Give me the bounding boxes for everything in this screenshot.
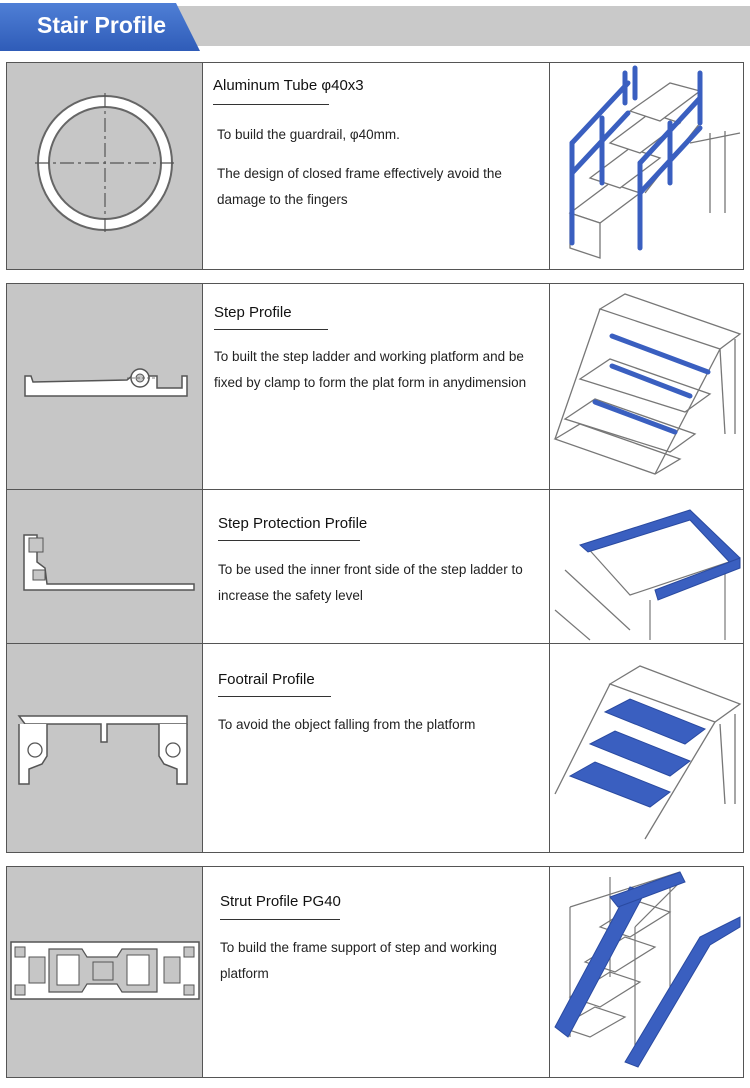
profile-text <box>203 867 550 1077</box>
profile-description: To avoid the object falling from the platform <box>218 717 476 732</box>
strut-stair-icon <box>550 867 744 1077</box>
step-protection-section-icon <box>7 490 202 643</box>
profile-section-drawing <box>7 63 203 269</box>
profile-row-step-protection <box>6 489 744 644</box>
profile-row-footrail <box>6 643 744 853</box>
title-underline <box>220 919 340 920</box>
profile-section-drawing <box>7 867 203 1077</box>
profile-text <box>203 63 550 269</box>
step-profile-section-icon <box>7 284 202 489</box>
profile-title: Step Profile <box>214 304 292 321</box>
profile-section-drawing <box>7 284 203 489</box>
profile-row-step <box>6 283 744 490</box>
section-header <box>0 0 750 50</box>
strut-section-icon <box>7 867 202 1077</box>
profile-text <box>203 490 550 643</box>
profile-row-strut <box>6 866 744 1078</box>
profile-description: To be used the inner front side of the step ladder to increase the safety level <box>218 562 523 603</box>
title-underline <box>218 540 360 541</box>
footrail-stair-icon <box>550 644 744 852</box>
profile-title: Step Protection Profile <box>218 515 368 532</box>
stair-illustration <box>550 490 743 643</box>
tube-section-icon <box>7 63 202 269</box>
profile-section-drawing <box>7 490 203 643</box>
profile-title: Aluminum Tube φ40x3 <box>213 77 364 94</box>
profile-description: To build the guardrail, φ40mm. <box>217 127 400 142</box>
step-protection-icon <box>550 490 744 643</box>
title-underline <box>218 696 331 697</box>
profile-title: Footrail Profile <box>218 671 315 688</box>
profile-description-2: The design of closed frame effectively avoid the damage to the fingers <box>217 166 502 207</box>
profile-description: To built the step ladder and working platform and be fixed by clamp to form the plat form in anydimension <box>214 349 527 390</box>
profile-description: To build the frame support of step and working platform <box>220 940 497 981</box>
profile-text <box>203 644 550 852</box>
step-ladder-icon <box>550 284 744 489</box>
title-underline <box>214 329 328 330</box>
stair-illustration <box>550 867 743 1077</box>
stair-illustration <box>550 63 743 269</box>
profile-text <box>203 284 550 489</box>
page-title: Stair Profile <box>37 12 167 38</box>
stair-illustration <box>550 284 743 489</box>
title-underline <box>213 104 329 105</box>
profile-row-aluminum-tube <box>6 62 744 270</box>
footrail-section-icon <box>7 644 202 852</box>
stair-illustration <box>550 644 743 852</box>
profile-section-drawing <box>7 644 203 852</box>
profile-title: Strut Profile PG40 <box>220 893 341 910</box>
guardrail-stair-icon <box>550 63 744 269</box>
